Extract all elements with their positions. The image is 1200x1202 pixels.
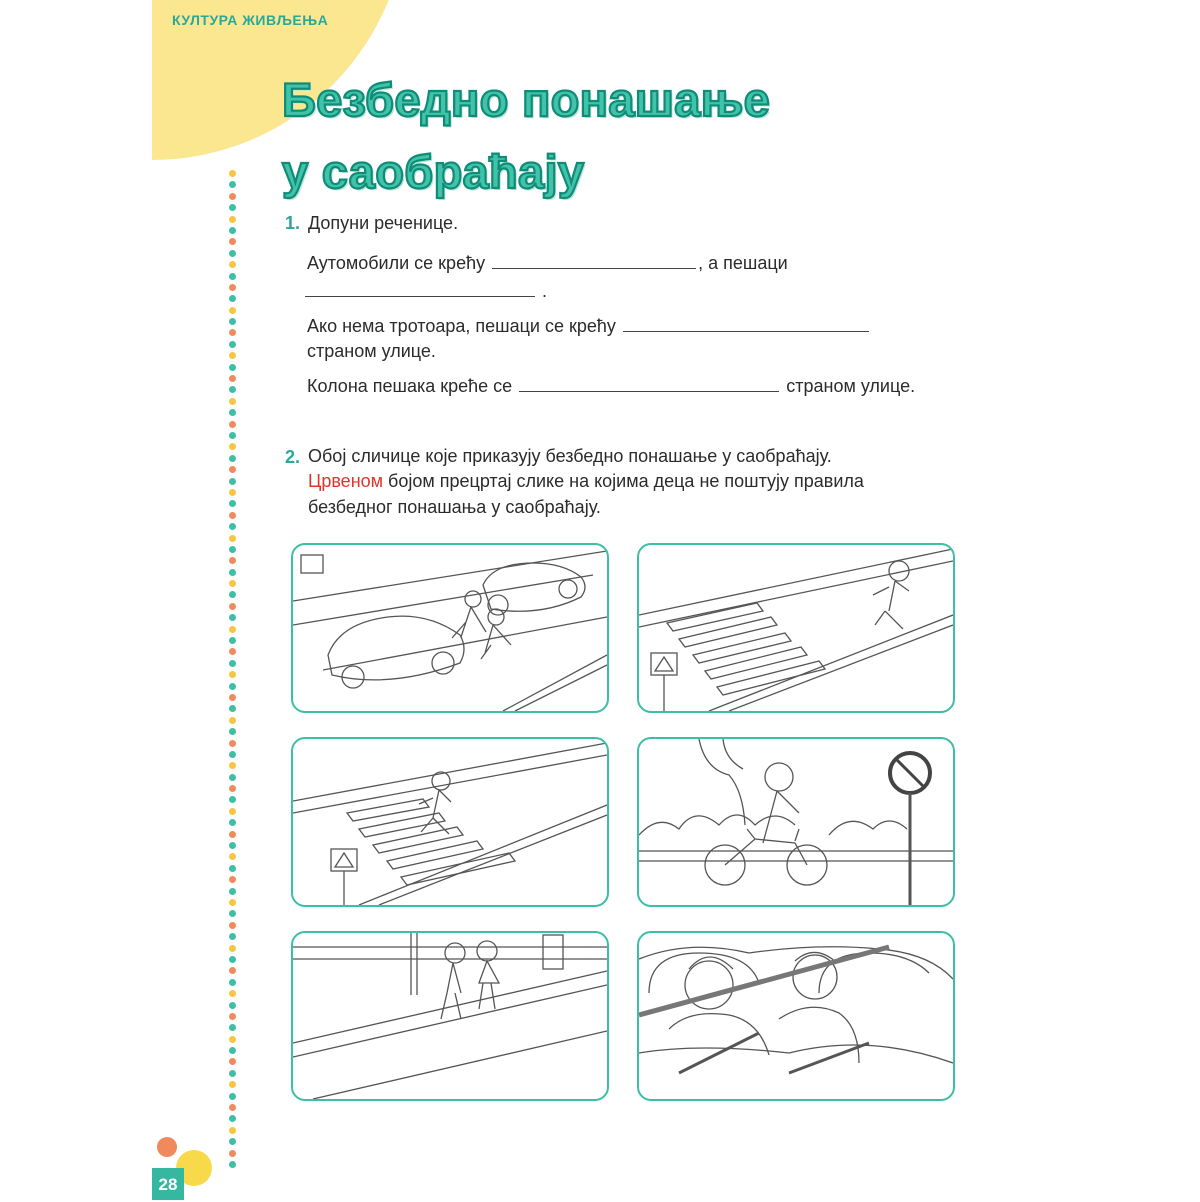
children-running-between-cars-icon [293, 545, 607, 711]
margin-dot [229, 591, 236, 598]
margin-dot [229, 1047, 236, 1054]
task-2-number: 2. [285, 447, 301, 467]
margin-dot [229, 375, 236, 382]
margin-dot [229, 523, 236, 530]
margin-dot [229, 614, 236, 621]
red-word: Црвеном [308, 471, 384, 491]
margin-dot [229, 432, 236, 439]
margin-dot [229, 478, 236, 485]
task-2-line-1: Обој сличице које приказују безбедно понашање у саобраћају. [308, 446, 832, 466]
margin-dot [229, 785, 236, 792]
margin-dot [229, 1150, 236, 1157]
margin-dot [229, 307, 236, 314]
sentence-3-part-b: страном улице. [786, 376, 916, 396]
answer-blank-2[interactable] [305, 278, 535, 297]
children-walking-on-sidewalk-icon [293, 933, 607, 1099]
margin-dot [229, 910, 236, 917]
picture-panel-3[interactable] [291, 737, 609, 907]
margin-dot [229, 1036, 236, 1043]
margin-dot [229, 1058, 236, 1065]
margin-dot [229, 796, 236, 803]
margin-dot [229, 648, 236, 655]
margin-dot [229, 352, 236, 359]
margin-dot [229, 409, 236, 416]
margin-dot [229, 865, 236, 872]
margin-dot [229, 341, 236, 348]
sentence-2-part-a: Ако нема тротоара, пешаци се крећу [307, 316, 616, 336]
sentence-3-part-a: Колона пешака креће се [307, 376, 513, 396]
margin-dot [229, 580, 236, 587]
margin-dot [229, 421, 236, 428]
margin-dot [229, 1161, 236, 1168]
margin-dot [229, 888, 236, 895]
sentence-1-part-c: . [542, 281, 548, 301]
margin-dot [229, 455, 236, 462]
margin-dot [229, 1002, 236, 1009]
margin-dot [229, 979, 236, 986]
page-title [282, 64, 770, 208]
margin-dot [229, 1115, 236, 1122]
margin-dot [229, 717, 236, 724]
margin-dot [229, 933, 236, 940]
sentence-1-continued [303, 278, 547, 304]
margin-dot [229, 876, 236, 883]
margin-dot [229, 181, 236, 188]
margin-dot [229, 512, 236, 519]
margin-dot [229, 990, 236, 997]
answer-blank-4[interactable] [519, 373, 779, 392]
margin-dot [229, 808, 236, 815]
margin-dot [229, 626, 236, 633]
margin-dot [229, 489, 236, 496]
margin-dot [229, 193, 236, 200]
task-1-number: 1. [285, 213, 301, 233]
answer-blank-1[interactable] [492, 250, 696, 269]
margin-dot [229, 170, 236, 177]
margin-dot [229, 535, 236, 542]
picture-panel-1[interactable] [291, 543, 609, 713]
margin-dot [229, 546, 236, 553]
margin-dot [229, 500, 236, 507]
task-2-line-3: безбедног понашања у саобраћају. [308, 497, 601, 517]
margin-dot [229, 386, 236, 393]
task-2-line-2-rest: бојом прецртај слике на којима деца не поштују правила [383, 471, 864, 491]
margin-dot [229, 1104, 236, 1111]
margin-dot [229, 956, 236, 963]
answer-blank-3[interactable] [623, 313, 869, 332]
sentence-1 [307, 250, 788, 276]
task-2-line-2 [308, 468, 864, 494]
margin-dot [229, 238, 236, 245]
margin-dot [229, 329, 236, 336]
margin-dot [229, 398, 236, 405]
margin-dot [229, 774, 236, 781]
title-line-2: у саобраћају [282, 145, 585, 198]
margin-dot [229, 853, 236, 860]
margin-dot [229, 443, 236, 450]
picture-panel-4[interactable] [637, 737, 955, 907]
dotted-margin [229, 170, 239, 1170]
margin-dot [229, 899, 236, 906]
margin-dot [229, 569, 236, 576]
margin-dot [229, 728, 236, 735]
decor-dot-orange [157, 1137, 177, 1157]
boy-cycling-near-no-bicycles-sign-icon [639, 739, 953, 905]
margin-dot [229, 694, 236, 701]
title-line-1: Безбедно понашање [282, 73, 771, 126]
sentence-1-part-b: , а пешаци [698, 253, 788, 273]
sentence-3 [307, 373, 915, 399]
margin-dot [229, 364, 236, 371]
margin-dot [229, 603, 236, 610]
margin-dot [229, 671, 236, 678]
margin-dot [229, 740, 236, 747]
sentence-2 [307, 313, 871, 339]
picture-panel-5[interactable] [291, 931, 609, 1101]
margin-dot [229, 1070, 236, 1077]
margin-dot [229, 1013, 236, 1020]
margin-dot [229, 295, 236, 302]
margin-dot [229, 1138, 236, 1145]
margin-dot [229, 1127, 236, 1134]
margin-dot [229, 967, 236, 974]
margin-dot [229, 466, 236, 473]
children-with-seatbelts-in-car-icon [639, 933, 953, 1099]
margin-dot [229, 250, 236, 257]
margin-dot [229, 1024, 236, 1031]
margin-dot [229, 762, 236, 769]
margin-dot [229, 819, 236, 826]
margin-dot [229, 705, 236, 712]
margin-dot [229, 273, 236, 280]
margin-dot [229, 284, 236, 291]
margin-dot [229, 922, 236, 929]
margin-dot [229, 683, 236, 690]
picture-panel-2[interactable] [637, 543, 955, 713]
margin-dot [229, 227, 236, 234]
margin-dot [229, 945, 236, 952]
child-running-beside-crosswalk-icon [639, 545, 953, 711]
sentence-2-part-b: страном улице. [307, 341, 436, 361]
picture-panel-6[interactable] [637, 931, 955, 1101]
margin-dot [229, 261, 236, 268]
section-label: КУЛТУРА ЖИВЉЕЊА [172, 12, 329, 28]
margin-dot [229, 1093, 236, 1100]
girl-on-crosswalk-icon [293, 739, 607, 905]
margin-dot [229, 637, 236, 644]
margin-dot [229, 842, 236, 849]
margin-dot [229, 1081, 236, 1088]
margin-dot [229, 751, 236, 758]
task-1-instruction: Допуни реченице. [308, 213, 459, 233]
margin-dot [229, 204, 236, 211]
margin-dot [229, 318, 236, 325]
sentence-1-part-a: Аутомобили се крећу [307, 253, 486, 273]
margin-dot [229, 831, 236, 838]
margin-dot [229, 557, 236, 564]
margin-dot [229, 660, 236, 667]
margin-dot [229, 216, 236, 223]
page-number: 28 [152, 1168, 184, 1200]
